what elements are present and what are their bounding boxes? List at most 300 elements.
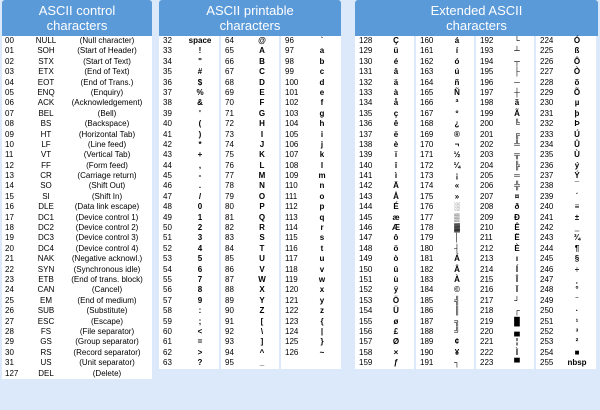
extended-row xyxy=(416,150,474,160)
control-abbrev: NULL xyxy=(35,36,57,45)
printable-row xyxy=(159,223,219,233)
decimal-code: 47 xyxy=(163,191,172,201)
printable-row xyxy=(221,181,279,191)
decimal-code: 162 xyxy=(420,56,434,66)
character-glyph: S xyxy=(259,233,265,243)
character-glyph: F xyxy=(259,98,265,108)
decimal-code: 24 xyxy=(5,285,14,295)
extended-characters-panel xyxy=(355,0,598,369)
printable-row xyxy=(281,140,341,150)
printable-row xyxy=(281,192,341,202)
character-glyph: h xyxy=(319,119,325,129)
extended-row xyxy=(416,327,474,337)
character-glyph: # xyxy=(197,67,203,77)
decimal-code: 59 xyxy=(163,316,172,326)
character-glyph: ¸ xyxy=(575,274,579,284)
character-glyph: W xyxy=(258,274,266,284)
decimal-code: 252 xyxy=(540,326,554,336)
extended-row xyxy=(355,337,414,347)
control-row xyxy=(2,306,152,316)
decimal-code: 237 xyxy=(540,171,554,181)
decimal-code: 133 xyxy=(359,87,373,97)
character-glyph: = xyxy=(197,337,203,347)
printable-row xyxy=(221,161,279,171)
control-abbrev: ETX xyxy=(38,67,54,77)
printable-row xyxy=(159,348,219,358)
character-glyph: │ xyxy=(454,233,460,243)
control-title-line-1: ASCII control xyxy=(38,3,116,18)
decimal-code: 121 xyxy=(285,295,299,305)
character-glyph: ~ xyxy=(319,347,325,357)
printable-row xyxy=(281,296,341,306)
extended-row xyxy=(536,140,596,150)
extended-row xyxy=(536,327,596,337)
decimal-code: 16 xyxy=(5,202,14,212)
character-glyph: ì xyxy=(394,171,398,181)
control-description: (Record separator) xyxy=(73,347,141,357)
character-glyph: Þ xyxy=(574,119,580,129)
printable-row xyxy=(281,348,341,358)
decimal-code: 206 xyxy=(480,181,494,191)
extended-row xyxy=(536,98,596,108)
decimal-code: 146 xyxy=(359,223,373,233)
character-glyph: c xyxy=(319,67,325,77)
decimal-code: 182 xyxy=(420,264,434,274)
decimal-code: 242 xyxy=(540,223,554,233)
decimal-code: 185 xyxy=(420,295,434,305)
control-description: (Device control 3) xyxy=(75,233,139,243)
extended-row xyxy=(416,88,474,98)
extended-row xyxy=(476,171,534,181)
character-glyph: ? xyxy=(197,358,203,368)
decimal-code: 221 xyxy=(480,337,494,347)
printable-row xyxy=(281,213,341,223)
decimal-code: 193 xyxy=(480,46,494,56)
character-glyph: D xyxy=(259,77,265,87)
character-glyph: Æ xyxy=(392,223,400,233)
extended-row xyxy=(476,78,534,88)
decimal-code: 174 xyxy=(420,181,434,191)
decimal-code: 96 xyxy=(285,36,294,45)
printable-row xyxy=(159,275,219,285)
extended-row xyxy=(536,317,596,327)
extended-row xyxy=(536,171,596,181)
character-glyph: e xyxy=(319,87,325,97)
character-glyph: Ö xyxy=(392,295,400,305)
decimal-code: 142 xyxy=(359,181,373,191)
character-glyph: ° xyxy=(575,285,579,295)
extended-row xyxy=(355,109,414,119)
extended-row xyxy=(355,254,414,264)
decimal-code: 250 xyxy=(540,306,554,316)
character-glyph: ı xyxy=(515,254,519,264)
extended-row xyxy=(355,57,414,67)
control-row xyxy=(2,358,152,368)
control-abbrev: EM xyxy=(40,295,52,305)
control-description: (Negative acknowl.) xyxy=(71,254,143,264)
printable-row xyxy=(281,327,341,337)
decimal-code: 11 xyxy=(5,150,14,160)
character-glyph: G xyxy=(258,108,266,118)
character-glyph: Ô xyxy=(573,56,581,66)
decimal-code: 128 xyxy=(359,36,373,45)
extended-row xyxy=(355,98,414,108)
control-row xyxy=(2,140,152,150)
character-glyph: ¹ xyxy=(575,316,579,326)
extended-row xyxy=(355,265,414,275)
decimal-code: 138 xyxy=(359,139,373,149)
character-glyph: @ xyxy=(258,36,266,45)
character-glyph: k xyxy=(319,150,325,160)
printable-row xyxy=(159,150,219,160)
extended-row xyxy=(416,285,474,295)
decimal-code: 177 xyxy=(420,212,434,222)
extended-row xyxy=(355,202,414,212)
extended-row xyxy=(536,285,596,295)
decimal-code: 32 xyxy=(163,36,172,45)
extended-row xyxy=(476,98,534,108)
decimal-code: 148 xyxy=(359,243,373,253)
decimal-code: 171 xyxy=(420,150,434,160)
control-abbrev: NAK xyxy=(37,254,55,264)
decimal-code: 34 xyxy=(163,56,172,66)
character-glyph: z xyxy=(320,306,324,316)
control-row xyxy=(2,181,152,191)
printable-row xyxy=(159,171,219,181)
character-glyph: B xyxy=(259,56,265,66)
printable-row xyxy=(221,192,279,202)
extended-row xyxy=(355,306,414,316)
printable-row xyxy=(221,36,279,46)
decimal-code: 157 xyxy=(359,337,373,347)
decimal-code: 220 xyxy=(480,326,494,336)
character-glyph: Ú xyxy=(574,129,580,139)
printable-row xyxy=(159,67,219,77)
character-glyph: Ü xyxy=(393,306,399,316)
extended-row xyxy=(416,130,474,140)
printable-row xyxy=(159,98,219,108)
character-glyph: ¼ xyxy=(453,160,461,170)
decimal-code: 226 xyxy=(540,56,554,66)
decimal-code: 66 xyxy=(225,56,234,66)
extended-column xyxy=(416,36,474,369)
extended-row xyxy=(536,202,596,212)
decimal-code: 249 xyxy=(540,295,554,305)
character-glyph: ▄ xyxy=(514,326,520,336)
control-description: (Backspace) xyxy=(84,119,130,129)
decimal-code: 219 xyxy=(480,316,494,326)
decimal-code: 246 xyxy=(540,264,554,274)
extended-row xyxy=(355,88,414,98)
decimal-code: 23 xyxy=(5,274,14,284)
printable-row xyxy=(159,254,219,264)
extended-row xyxy=(536,233,596,243)
decimal-code: 194 xyxy=(480,56,494,66)
extended-row xyxy=(476,285,534,295)
decimal-code: 108 xyxy=(285,160,299,170)
character-glyph: / xyxy=(198,191,202,201)
printable-row xyxy=(281,223,341,233)
printable-row xyxy=(159,161,219,171)
decimal-code: 140 xyxy=(359,160,373,170)
character-glyph: å xyxy=(393,98,399,108)
character-glyph: b xyxy=(319,56,325,66)
decimal-code: 89 xyxy=(225,295,234,305)
printable-row xyxy=(221,98,279,108)
decimal-code: 150 xyxy=(359,264,373,274)
character-glyph: ‗ xyxy=(574,223,580,233)
decimal-code: 68 xyxy=(225,77,234,87)
character-glyph: Ø xyxy=(392,337,400,347)
decimal-code: 160 xyxy=(420,36,434,45)
character-glyph: Ê xyxy=(514,223,520,233)
character-glyph: ± xyxy=(574,212,580,222)
extended-row xyxy=(416,213,474,223)
extended-row xyxy=(536,254,596,264)
character-glyph: C xyxy=(259,67,265,77)
printable-row xyxy=(221,296,279,306)
printable-row xyxy=(159,130,219,140)
decimal-code: 51 xyxy=(163,233,172,243)
extended-row xyxy=(416,296,474,306)
control-row xyxy=(2,202,152,212)
printable-row xyxy=(221,348,279,358)
control-description: (Carriage return) xyxy=(77,171,137,181)
character-glyph: î xyxy=(394,160,398,170)
character-glyph: $ xyxy=(197,77,203,87)
decimal-code: 201 xyxy=(480,129,494,139)
decimal-code: 93 xyxy=(225,337,234,347)
character-glyph: t xyxy=(320,243,324,253)
character-glyph: ã xyxy=(514,98,520,108)
printable-row xyxy=(159,213,219,223)
decimal-code: 115 xyxy=(285,233,298,243)
extended-row xyxy=(536,213,596,223)
decimal-code: 22 xyxy=(5,264,14,274)
extended-row xyxy=(416,140,474,150)
control-abbrev: FS xyxy=(40,326,52,336)
decimal-code: 188 xyxy=(420,326,434,336)
printable-row xyxy=(221,46,279,56)
extended-row xyxy=(476,213,534,223)
character-glyph: Ì xyxy=(515,347,519,357)
extended-row xyxy=(355,348,414,358)
decimal-code: 95 xyxy=(225,358,234,368)
extended-row xyxy=(476,109,534,119)
control-abbrev: SYN xyxy=(37,264,55,274)
extended-row xyxy=(355,130,414,140)
character-glyph: 0 xyxy=(197,202,203,212)
character-glyph: ½ xyxy=(453,150,461,160)
extended-row xyxy=(476,254,534,264)
printable-row xyxy=(221,57,279,67)
character-glyph: R xyxy=(259,223,265,233)
decimal-code: 75 xyxy=(225,150,234,160)
control-row xyxy=(2,46,152,56)
printable-row xyxy=(281,285,341,295)
extended-row xyxy=(355,317,414,327)
decimal-code: 234 xyxy=(540,139,554,149)
decimal-code: 141 xyxy=(359,171,373,181)
character-glyph: ╔ xyxy=(514,129,520,139)
decimal-code: 135 xyxy=(359,108,373,118)
printable-row xyxy=(159,119,219,129)
character-glyph: ñ xyxy=(454,77,460,87)
extended-row xyxy=(536,181,596,191)
extended-row xyxy=(416,348,474,358)
character-glyph: * xyxy=(198,139,202,149)
decimal-code: 149 xyxy=(359,254,373,264)
extended-row xyxy=(536,161,596,171)
decimal-code: 213 xyxy=(480,254,494,264)
printable-column xyxy=(159,36,219,369)
decimal-code: 41 xyxy=(163,129,172,139)
decimal-code: 167 xyxy=(420,108,434,118)
extended-row xyxy=(355,358,414,368)
control-description: (End of Trans.) xyxy=(80,77,134,87)
decimal-code: 131 xyxy=(359,67,373,77)
character-glyph: ¯ xyxy=(574,181,580,191)
decimal-code: 29 xyxy=(5,337,14,347)
character-glyph: ¶ xyxy=(574,243,580,253)
printable-row xyxy=(281,358,341,368)
printable-column xyxy=(221,36,279,369)
control-abbrev: RS xyxy=(40,347,52,357)
control-description: (File separator) xyxy=(79,326,135,336)
printable-row xyxy=(159,306,219,316)
decimal-code: 27 xyxy=(5,316,14,326)
extended-row xyxy=(355,140,414,150)
control-row xyxy=(2,233,152,243)
control-description: (Bell) xyxy=(97,108,117,118)
decimal-code: 230 xyxy=(540,98,554,108)
character-glyph: ] xyxy=(260,337,264,347)
decimal-code: 43 xyxy=(163,150,172,160)
printable-row xyxy=(159,57,219,67)
decimal-code: 203 xyxy=(480,150,494,160)
decimal-code: 39 xyxy=(163,108,172,118)
character-glyph: ë xyxy=(393,129,399,139)
printable-row xyxy=(281,109,341,119)
character-glyph: u xyxy=(319,254,325,264)
decimal-code: 101 xyxy=(285,87,299,97)
decimal-code: 210 xyxy=(480,223,494,233)
decimal-code: 31 xyxy=(5,358,14,368)
decimal-code: 190 xyxy=(420,347,434,357)
decimal-code: 52 xyxy=(163,243,172,253)
decimal-code: 189 xyxy=(420,337,434,347)
character-glyph: ╦ xyxy=(514,150,520,160)
decimal-code: 71 xyxy=(225,108,234,118)
extended-row xyxy=(536,57,596,67)
character-glyph: ö xyxy=(393,243,399,253)
extended-row xyxy=(416,67,474,77)
decimal-code: 187 xyxy=(420,316,434,326)
control-table xyxy=(2,36,152,379)
decimal-code: 198 xyxy=(480,98,494,108)
decimal-code: 214 xyxy=(480,264,494,274)
character-glyph: ═ xyxy=(514,171,520,181)
character-glyph: ý xyxy=(574,160,580,170)
decimal-code: 215 xyxy=(480,274,494,284)
decimal-code: 112 xyxy=(285,202,298,212)
decimal-code: 78 xyxy=(225,181,234,191)
decimal-code: 12 xyxy=(5,160,14,170)
printable-row xyxy=(221,171,279,181)
decimal-code: 55 xyxy=(163,274,172,284)
character-glyph: É xyxy=(393,202,399,212)
extended-row xyxy=(476,88,534,98)
extended-row xyxy=(416,275,474,285)
printable-row xyxy=(221,337,279,347)
control-row xyxy=(2,192,152,202)
decimal-code: 120 xyxy=(285,285,299,295)
decimal-code: 145 xyxy=(359,212,373,222)
printable-row xyxy=(221,233,279,243)
character-glyph: Ò xyxy=(573,67,581,77)
control-description: (Device control 4) xyxy=(75,243,139,253)
character-glyph: § xyxy=(574,254,580,264)
extended-row xyxy=(536,88,596,98)
decimal-code: 37 xyxy=(163,87,172,97)
character-glyph: ä xyxy=(393,77,399,87)
decimal-code: 86 xyxy=(225,264,234,274)
character-glyph: ┘ xyxy=(514,295,520,305)
control-abbrev: HT xyxy=(40,129,52,139)
decimal-code: 217 xyxy=(480,295,494,305)
character-glyph: T xyxy=(259,243,265,253)
character-glyph: g xyxy=(319,108,325,118)
character-glyph: ▀ xyxy=(514,358,520,368)
decimal-code: 235 xyxy=(540,150,554,160)
character-glyph: 3 xyxy=(197,233,203,243)
decimal-code: 60 xyxy=(163,326,172,336)
decimal-code: 38 xyxy=(163,98,172,108)
control-abbrev: DC4 xyxy=(37,243,54,253)
extended-row xyxy=(476,275,534,285)
decimal-code: 82 xyxy=(225,223,234,233)
printable-row xyxy=(159,244,219,254)
character-glyph: ³ xyxy=(575,326,579,336)
decimal-code: 67 xyxy=(225,67,234,77)
printable-row xyxy=(281,150,341,160)
control-description: (Substitute) xyxy=(86,306,128,316)
decimal-code: 134 xyxy=(359,98,373,108)
character-glyph: ´ xyxy=(575,191,579,201)
decimal-code: 136 xyxy=(359,119,373,129)
character-glyph: ï xyxy=(394,150,398,160)
character-glyph: r xyxy=(320,223,324,233)
character-glyph: ¥ xyxy=(454,347,460,357)
extended-row xyxy=(416,57,474,67)
extended-row xyxy=(355,150,414,160)
decimal-code: 111 xyxy=(285,191,298,201)
character-glyph: > xyxy=(197,347,203,357)
printable-characters-panel xyxy=(159,0,341,369)
control-abbrev: DLE xyxy=(38,202,54,212)
decimal-code: 28 xyxy=(5,326,14,336)
extended-row xyxy=(416,265,474,275)
printable-row xyxy=(159,202,219,212)
control-description: (Line feed) xyxy=(87,139,127,149)
decimal-code: 73 xyxy=(225,129,234,139)
character-glyph: \ xyxy=(260,326,264,336)
control-description: (Acknowledgement) xyxy=(71,98,143,108)
decimal-code: 132 xyxy=(359,77,373,87)
character-glyph: ê xyxy=(393,119,399,129)
decimal-code: 91 xyxy=(225,316,234,326)
decimal-code: 232 xyxy=(540,119,554,129)
